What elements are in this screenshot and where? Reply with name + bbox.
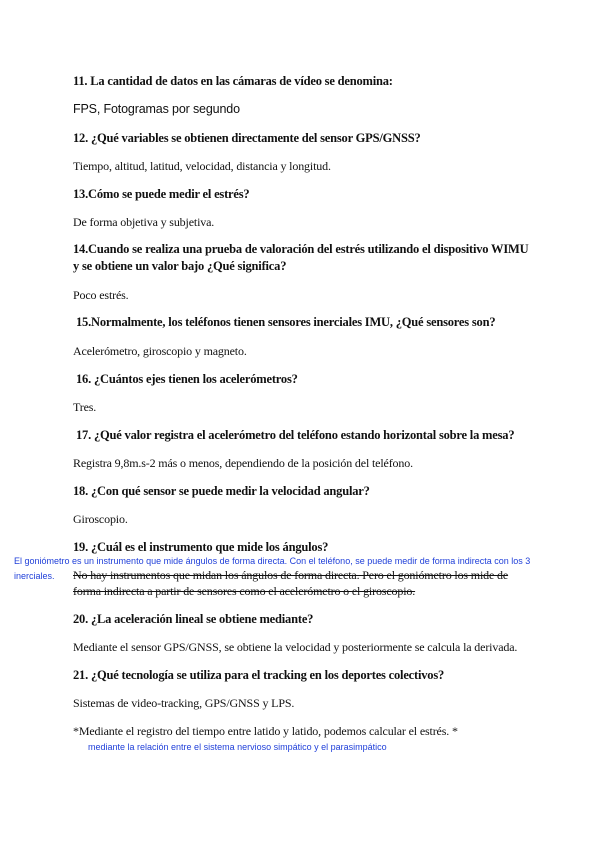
comment-19-line-1: El goniómetro es un instrumento que mide ángulos de forma directa. Con el teléfono, se puede medir de forma indirecta con los 3 [14, 556, 531, 566]
question-17: 17. ¿Qué valor registra el acelerómetro del teléfono estando horizontal sobre la mesa? [76, 428, 515, 442]
answer-19-line-1: No hay instrumentos que midan los ángulos de forma directa. Pero el goniómetro los mide de [73, 568, 509, 582]
answer-11: FPS, Fotogramas por segundo [73, 102, 240, 116]
question-16: 16. ¿Cuántos ejes tienen los acelerómetros? [76, 372, 298, 386]
question-15: 15.Normalmente, los teléfonos tienen sensores inerciales IMU, ¿Qué sensores son? [76, 315, 496, 329]
answer-12: Tiempo, altitud, latitud, velocidad, distancia y longitud. [73, 159, 331, 173]
question-18: 18. ¿Con qué sensor se puede medir la velocidad angular? [73, 484, 370, 498]
question-14-line-2: y se obtiene un valor bajo ¿Qué significa? [73, 259, 287, 273]
answer-15: Acelerómetro, giroscopio y magneto. [73, 344, 247, 358]
question-11: 11. La cantidad de datos en las cámaras de vídeo se denomina: [73, 74, 393, 88]
answer-17: Registra 9,8m.s-2 más o menos, dependiendo de la posición del teléfono. [73, 456, 413, 470]
answer-16: Tres. [73, 400, 97, 414]
question-12: 12. ¿Qué variables se obtienen directamente del sensor GPS/GNSS? [73, 131, 421, 145]
footnote-comment: mediante la relación entre el sistema nervioso simpático y el parasimpático [88, 742, 387, 752]
question-19: 19. ¿Cuál es el instrumento que mide los ángulos? [73, 540, 329, 554]
answer-20: Mediante el sensor GPS/GNSS, se obtiene la velocidad y posteriormente se calcula la derivada. [73, 640, 518, 654]
answer-21: Sistemas de video-tracking, GPS/GNSS y LPS. [73, 696, 295, 710]
question-14-line-1: 14.Cuando se realiza una prueba de valoración del estrés utilizando el dispositivo WIMU [73, 242, 529, 256]
question-21: 21. ¿Qué tecnología se utiliza para el tracking en los deportes colectivos? [73, 668, 445, 682]
answer-19-line-2: forma indirecta a partir de sensores como el acelerómetro o el giroscopio. [73, 584, 416, 598]
footnote: *Mediante el registro del tiempo entre latido y latido, podemos calcular el estrés. * [73, 724, 458, 738]
answer-18: Giroscopio. [73, 512, 128, 526]
answer-14: Poco estrés. [73, 288, 129, 302]
question-20: 20. ¿La aceleración lineal se obtiene mediante? [73, 612, 314, 626]
answer-13: De forma objetiva y subjetiva. [73, 215, 215, 229]
comment-19-line-2: inerciales. [14, 571, 55, 581]
question-13: 13.Cómo se puede medir el estrés? [73, 187, 250, 201]
